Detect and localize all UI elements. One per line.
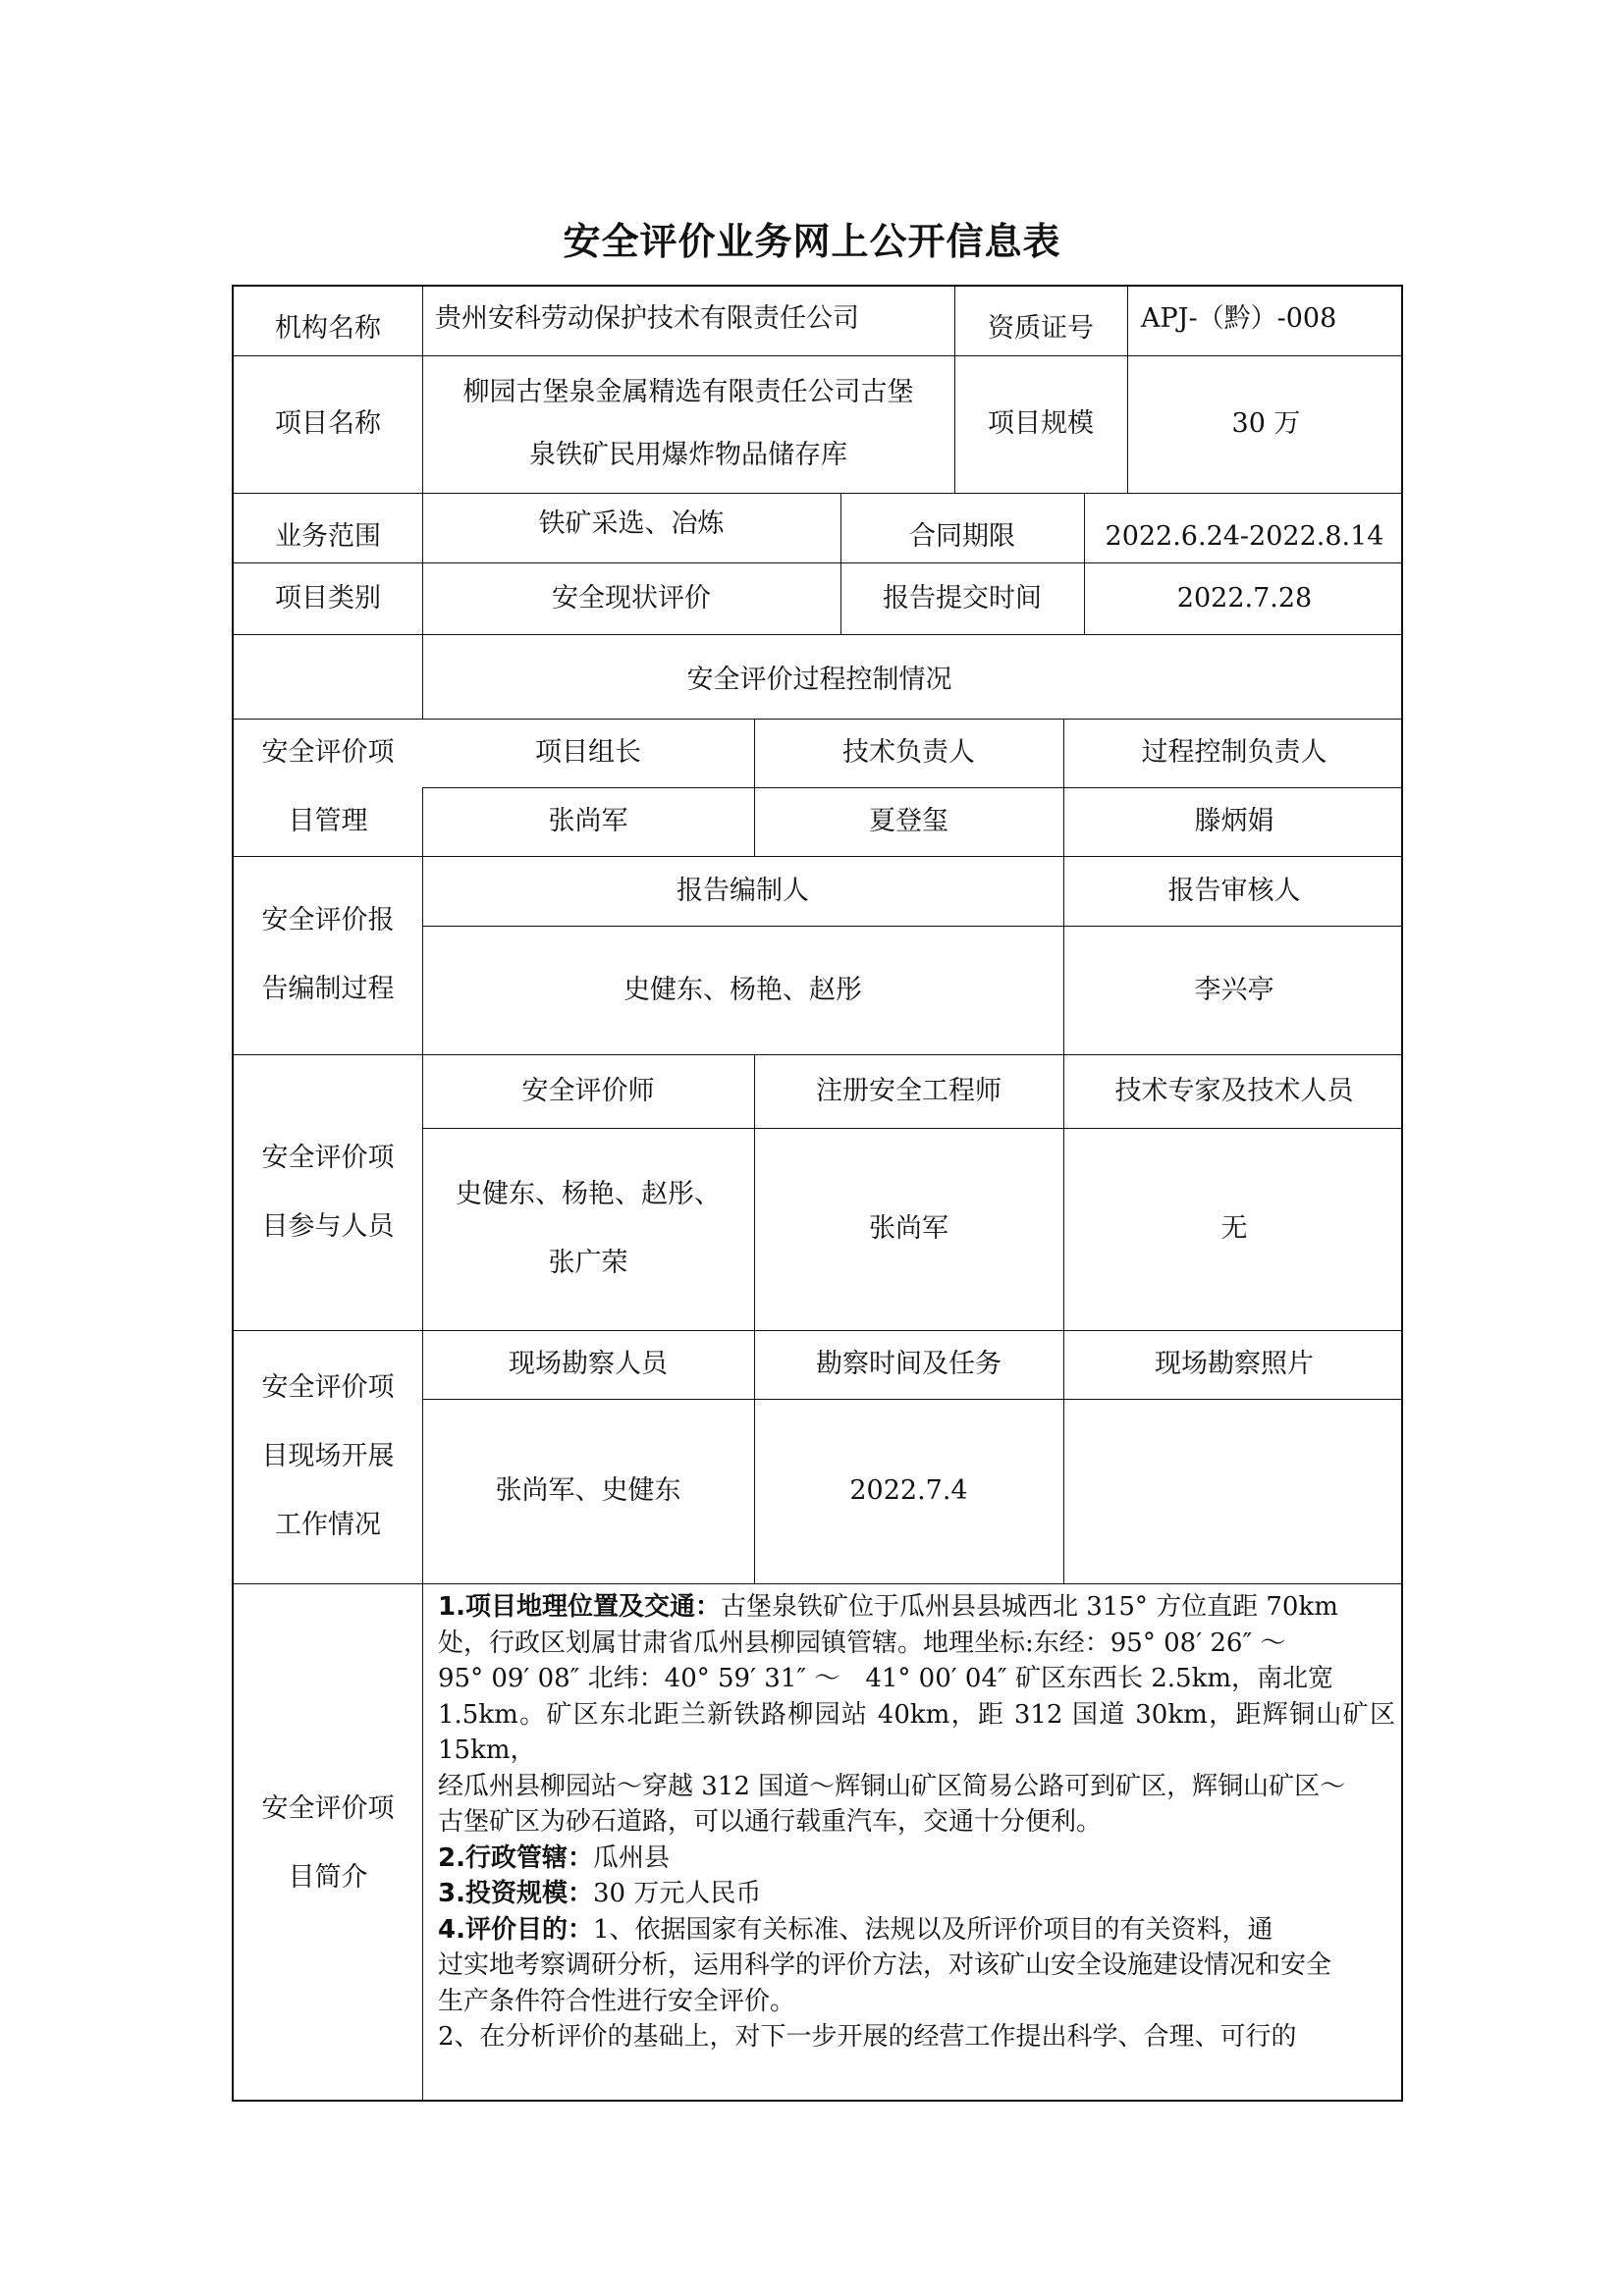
submit-time-label: 报告提交时间 [883, 583, 1042, 614]
participants-engineer: 张尚军 [869, 1213, 948, 1244]
intro-line: 经瓜州县柳园站～穿越 312 国道～辉铜山矿区简易公路可到矿区，辉铜山矿区～ [438, 1771, 1346, 1801]
agency-label: 机构名称 [275, 313, 381, 344]
report-label-line: 安全评价报 [261, 905, 395, 935]
business-scope-value: 铁矿采选、冶炼 [538, 508, 725, 539]
intro-label-line: 安全评价项 [261, 1793, 395, 1824]
cert-label: 资质证号 [988, 313, 1094, 344]
report-reviewer: 李兴亭 [1194, 974, 1274, 1005]
intro-section-title: 2.行政管辖： [438, 1842, 593, 1873]
management-control: 滕炳娟 [1194, 806, 1274, 836]
management-header-control: 过程控制负责人 [1141, 737, 1327, 768]
business-scope-label: 业务范围 [275, 521, 381, 552]
intro-line [438, 1589, 1395, 1626]
intro-line: 过实地考察调研分析，运用科学的评价方法，对该矿山安全设施建设情况和安全 [438, 1950, 1332, 1980]
report-header-writer: 报告编制人 [677, 875, 809, 906]
report-label [234, 856, 422, 1054]
intro-line: 生产条件符合性进行安全评价。 [438, 1986, 796, 2016]
participants-evaluators-line: 张广荣 [548, 1248, 628, 1278]
contract-label: 合同期限 [909, 521, 1015, 552]
intro-line: 古堡矿区为砂石道路，可以通行载重汽车，交通十分便利。 [438, 1807, 1103, 1837]
page-title: 安全评价业务网上公开信息表 [563, 220, 1061, 263]
intro-line [438, 1876, 1395, 1912]
site-header-staff: 现场勘察人员 [509, 1349, 668, 1379]
management-header-tech: 技术负责人 [842, 737, 975, 768]
management-tech: 夏登玺 [869, 806, 948, 836]
intro-line-text: 瓜州县 [592, 1842, 670, 1873]
intro-line-text: 古堡泉铁矿位于瓜州县县城西北 315° 方位直距 70km [720, 1592, 1338, 1622]
participants-label-line: 安全评价项 [261, 1142, 395, 1173]
intro-label-line: 目简介 [288, 1862, 368, 1893]
agency-value: 贵州安科劳动保护技术有限责任公司 [435, 303, 859, 334]
site-header-photo: 现场勘察照片 [1155, 1349, 1314, 1379]
intro-text [234, 1583, 1405, 2104]
management-leader: 张尚军 [548, 806, 628, 836]
intro-line: 1.5km。矿区东北距兰新铁路柳园站 40km，距 312 国道 30km，距辉铜山矿区 15km， [438, 1699, 1395, 1765]
intro-section-title: 1.项目地理位置及交通： [438, 1592, 721, 1622]
intro-line [438, 1912, 1395, 1949]
management-label-line: 目管理 [288, 806, 368, 836]
intro-line-text: 30 万元人民币 [592, 1879, 762, 1908]
management-label-line: 安全评价项 [261, 737, 395, 768]
site-header-time: 勘察时间及任务 [816, 1349, 1001, 1379]
intro-line-text: 1、依据国家有关标准、法规以及所评价项目的有关资料，通 [592, 1914, 1273, 1945]
intro-line: 2、在分析评价的基础上，对下一步开展的经营工作提出科学、合理、可行的 [438, 2022, 1297, 2052]
participants-evaluators-line: 史健东、杨艳、赵彤、 [456, 1179, 721, 1209]
submit-time-value: 2022.7.28 [1176, 583, 1313, 614]
project-name-line: 柳园古堡泉金属精选有限责任公司古堡 [462, 377, 914, 407]
project-name-label: 项目名称 [275, 408, 381, 439]
participants-header-evaluator: 安全评价师 [521, 1075, 655, 1106]
intro-line: 处，行政区划属甘肃省瓜州县柳园镇管辖。地理坐标:东经：95° 08′ 26″ ～ [438, 1628, 1286, 1658]
report-writers: 史健东、杨艳、赵彤 [623, 974, 862, 1005]
category-value: 安全现状评价 [552, 583, 711, 614]
intro-body [438, 1589, 1395, 2056]
participants-header-expert: 技术专家及技术人员 [1114, 1075, 1354, 1106]
category-label: 项目类别 [275, 583, 381, 614]
site-time: 2022.7.4 [849, 1475, 968, 1506]
site-label-line: 工作情况 [275, 1510, 381, 1540]
intro-section-title: 4.评价目的： [438, 1914, 593, 1945]
intro-section-title: 3.投资规模： [438, 1879, 593, 1908]
project-name-value [422, 355, 954, 493]
participants-header-engineer: 注册安全工程师 [816, 1075, 1001, 1106]
site-staff: 张尚军、史健东 [495, 1475, 681, 1506]
site-label [234, 1330, 422, 1583]
participants-expert: 无 [1220, 1213, 1248, 1244]
cert-value: APJ-（黔）-008 [1141, 303, 1337, 334]
site-photo [1063, 1399, 1405, 1583]
management-header-leader: 项目组长 [535, 737, 641, 768]
participants-label-line: 目参与人员 [261, 1210, 395, 1242]
report-header-reviewer: 报告审核人 [1167, 875, 1301, 906]
project-scale-value: 30 万 [1231, 408, 1301, 439]
site-label-line: 目现场开展 [261, 1441, 395, 1471]
participants-evaluators [422, 1128, 754, 1330]
contract-value: 2022.6.24-2022.8.14 [1105, 521, 1384, 552]
report-label-line: 告编制过程 [261, 974, 395, 1004]
intro-line [438, 1841, 1395, 1877]
site-label-line: 安全评价项 [261, 1372, 395, 1403]
project-name-line: 泉铁矿民用爆炸物品储存库 [529, 440, 847, 470]
info-table [232, 285, 1403, 2102]
intro-line: 95° 09′ 08″ 北纬：40° 59′ 31″ ～ 41° 00′ 04″ 矿区东西长 2.5km，南北宽 [438, 1664, 1334, 1693]
management-label [234, 719, 422, 856]
process-heading: 安全评价过程控制情况 [686, 665, 952, 695]
participants-label [234, 1054, 422, 1330]
project-scale-label: 项目规模 [988, 408, 1094, 439]
row-divider [234, 634, 1402, 635]
